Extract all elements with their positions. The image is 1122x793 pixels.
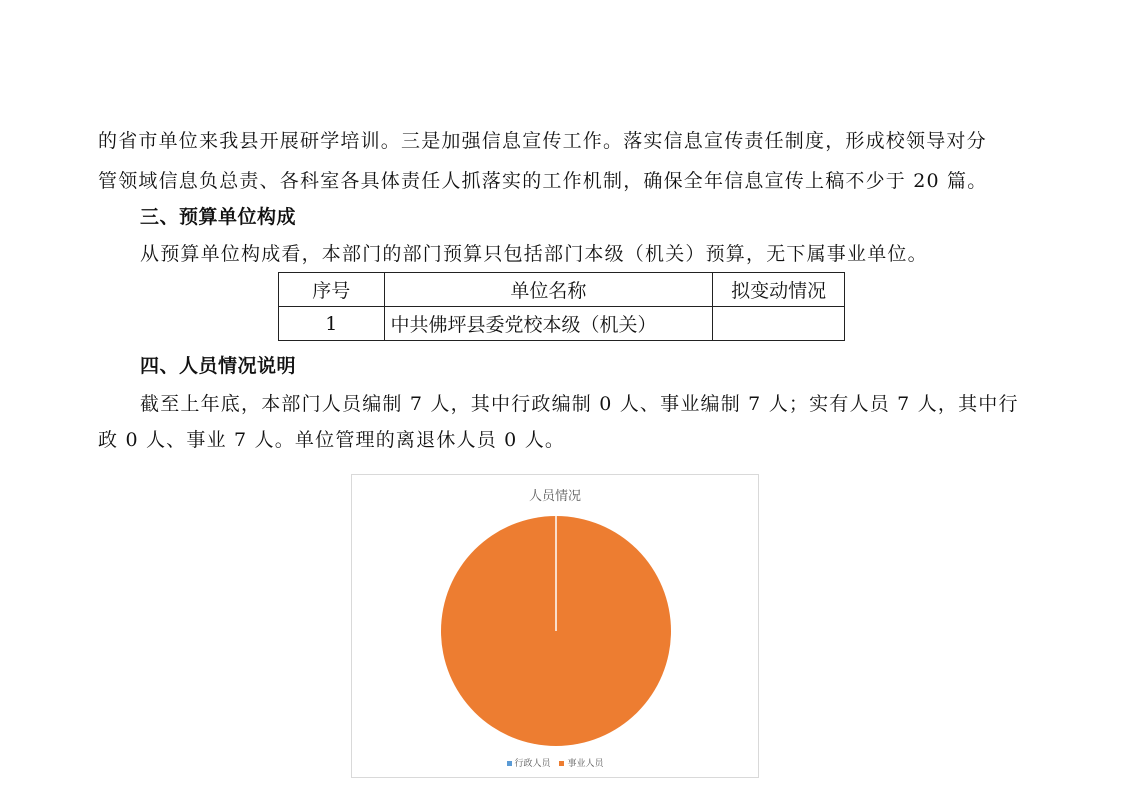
staff-pie-chart bbox=[351, 474, 759, 778]
section-heading-staff: 四、人员情况说明 bbox=[140, 355, 297, 377]
cell-unit-name: 中共佛坪县委党校本级（机关） bbox=[384, 307, 713, 341]
budget-units-table bbox=[278, 272, 845, 341]
legend-swatch bbox=[559, 761, 564, 766]
column-header-unit-name: 单位名称 bbox=[384, 273, 713, 307]
column-header-change: 拟变动情况 bbox=[713, 273, 845, 307]
paragraph-budget-units: 从预算单位构成看，本部门的部门预算只包括部门本级（机关）预算，无下属事业单位。 bbox=[140, 243, 928, 265]
table-row bbox=[279, 307, 845, 341]
legend-item-admin bbox=[507, 756, 551, 769]
table-header-row bbox=[279, 273, 845, 307]
paragraph-line: 管领域信息负总责、各科室各具体责任人抓落实的工作机制，确保全年信息宣传上稿不少于 20 篇。 bbox=[98, 170, 988, 192]
paragraph-line: 政 0 人、事业 7 人。单位管理的离退休人员 0 人。 bbox=[98, 429, 566, 451]
paragraph-line: 的省市单位来我县开展研学培训。三是加强信息宣传工作。落实信息宣传责任制度，形成校领导对分 bbox=[98, 130, 987, 152]
section-heading-budget-units: 三、预算单位构成 bbox=[140, 206, 297, 228]
cell-index: 1 bbox=[279, 307, 385, 341]
legend-label: 事业人员 bbox=[567, 759, 604, 769]
cell-change bbox=[713, 307, 845, 341]
pie-plot-area bbox=[352, 475, 758, 777]
chart-title: 人员情况 bbox=[528, 489, 581, 504]
chart-legend bbox=[352, 756, 758, 769]
legend-item-institution bbox=[559, 756, 603, 769]
column-header-index: 序号 bbox=[279, 273, 385, 307]
paragraph-line: 截至上年底，本部门人员编制 7 人，其中行政编制 0 人、事业编制 7 人；实有人员 7 人，其中行 bbox=[140, 393, 1019, 415]
legend-label: 行政人员 bbox=[514, 759, 551, 769]
legend-swatch bbox=[507, 761, 512, 766]
